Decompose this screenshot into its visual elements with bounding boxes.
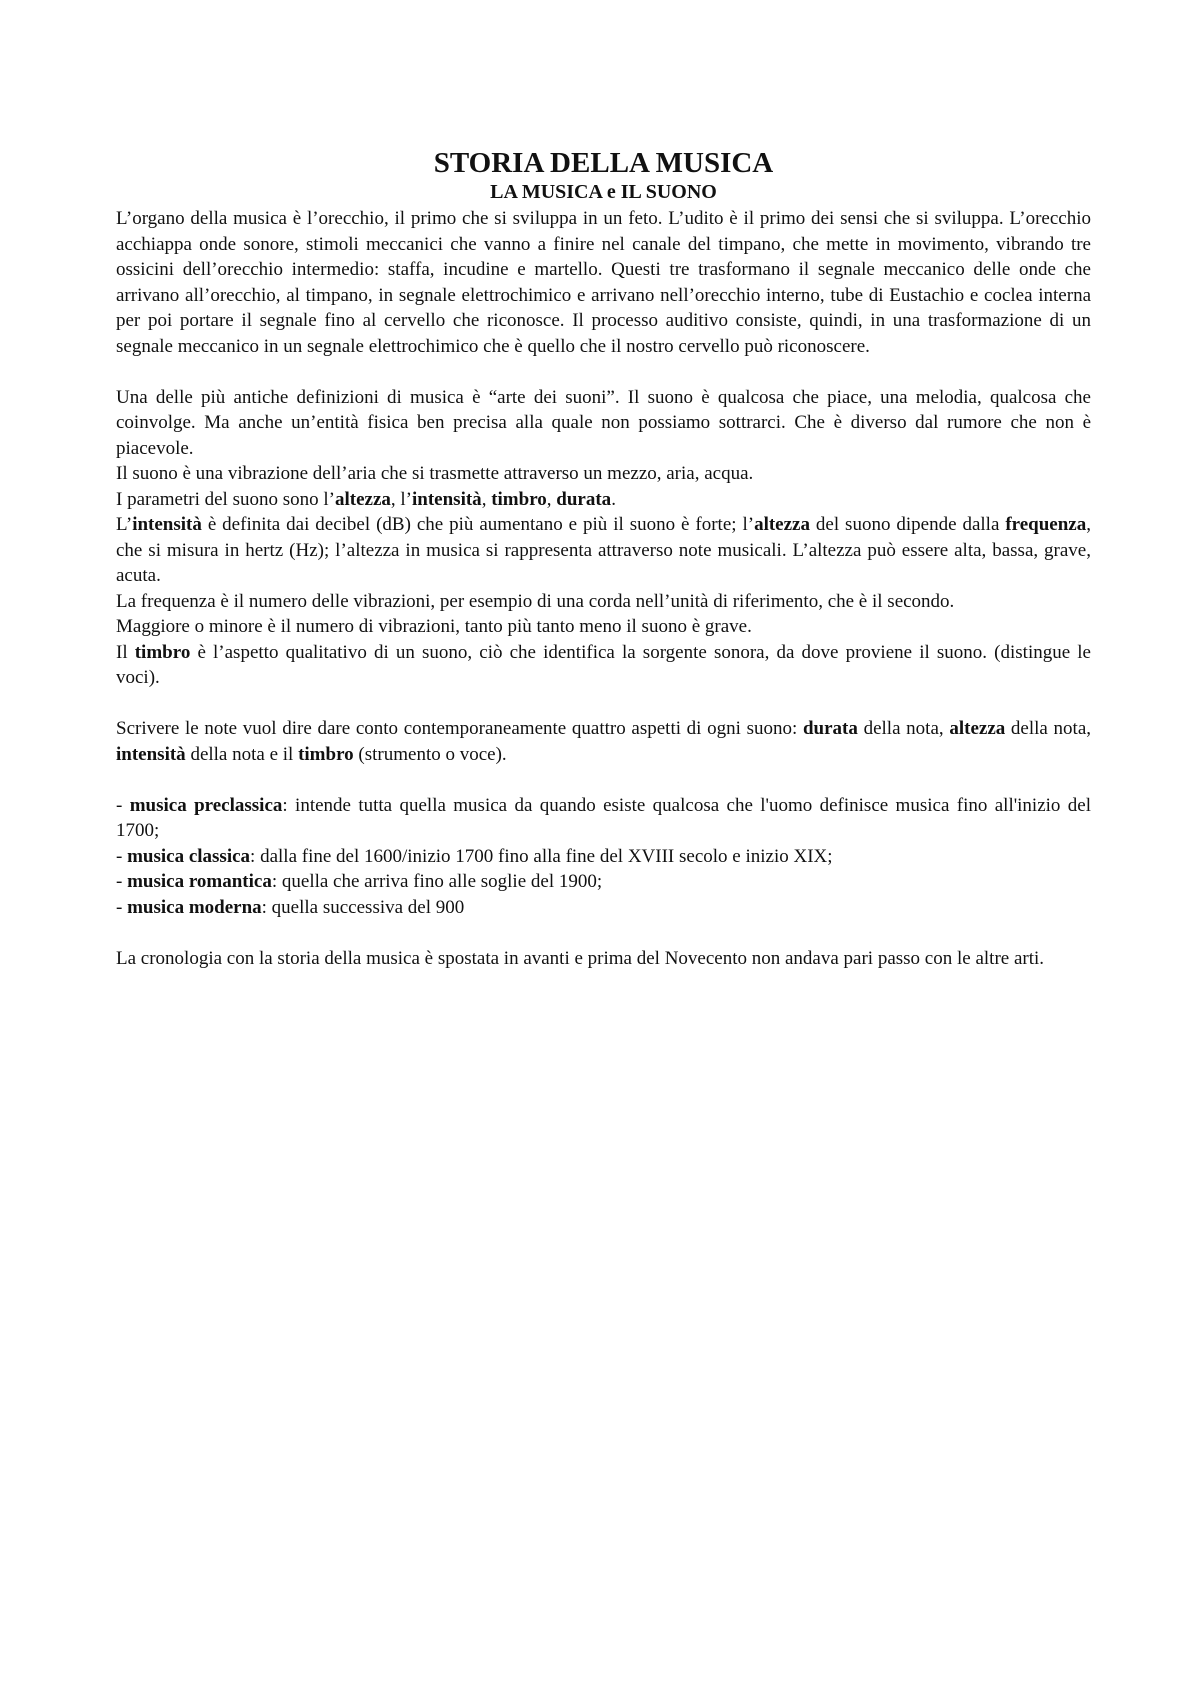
list-item bbox=[116, 844, 1091, 870]
paragraph-gap bbox=[116, 767, 1091, 793]
period-description: : dalla fine del 1600/inizio 1700 fino alla fine del XVIII secolo e inizio XIX; bbox=[250, 845, 833, 867]
text-span: Il bbox=[116, 641, 135, 663]
intensity-paragraph bbox=[116, 512, 1091, 589]
term-intensita: intensità bbox=[132, 514, 202, 535]
term-timbro: timbro bbox=[491, 488, 547, 510]
term-timbro: timbro bbox=[134, 641, 191, 663]
term-durata: durata bbox=[802, 718, 858, 739]
list-dash: - bbox=[116, 794, 130, 816]
notes-paragraph bbox=[116, 716, 1091, 767]
period-description: : quella successiva del 900 bbox=[261, 896, 465, 918]
text-span: del suono dipende dalla bbox=[809, 514, 1006, 535]
term-frequenza: frequenza bbox=[1005, 514, 1087, 535]
periods-list bbox=[116, 793, 1091, 921]
intro-paragraph: L’organo della musica è l’orecchio, il primo che si sviluppa in un feto. L’udito è il primo dei sensi che si sviluppa. L’orecchio acchiappa onde sonore, stimoli meccanici che vanno a finire nel canale del timpano, che mette in movimento, vibrando tre ossicini dell’orecchio intermedio: staffa, incudine e martello. Questi tre trasformano il segnale meccanico delle onde che arrivano all’orecchio, al timpano, in segnale elettrochimico e arrivano nell’orecchio interno, tube di Eustachio e coclea interna per poi portare il segnale fino al cervello che riconosce. Il processo auditivo consiste, quindi, in una trasformazione di un segnale meccanico in un segnale elettrochimico che è quello che il nostro cervello può riconoscere. bbox=[116, 208, 1091, 357]
list-item bbox=[116, 895, 1091, 921]
term-altezza: altezza bbox=[334, 488, 391, 510]
list-dash: - bbox=[116, 896, 128, 918]
document-title: STORIA DELLA MUSICA bbox=[433, 147, 774, 179]
term-altezza: altezza bbox=[754, 514, 810, 535]
text-span: , l’ bbox=[390, 488, 412, 510]
document-page bbox=[116, 146, 1091, 971]
text-span: I parametri del suono sono l’ bbox=[116, 488, 335, 510]
text-span: L’ bbox=[116, 514, 133, 535]
term-intensita: intensità bbox=[412, 488, 482, 510]
list-item bbox=[116, 793, 1091, 844]
list-dash: - bbox=[116, 845, 128, 867]
document-subtitle: LA MUSICA e IL SUONO bbox=[490, 181, 717, 203]
vibration-count-line: Maggiore o minore è il numero di vibrazioni, tanto più tanto meno il suono è grave. bbox=[116, 616, 752, 637]
term-altezza: altezza bbox=[949, 718, 1006, 739]
period-description: : quella che arriva fino alle soglie del 1900; bbox=[271, 871, 603, 892]
period-term: musica preclassica bbox=[129, 794, 283, 816]
text-span: , bbox=[481, 488, 492, 510]
paragraph-gap bbox=[116, 359, 1091, 385]
text-span: . bbox=[611, 488, 616, 510]
text-span: della nota, bbox=[1005, 718, 1092, 739]
term-timbro: timbro bbox=[298, 743, 354, 765]
period-term: musica classica bbox=[127, 845, 251, 867]
period-description: : intende tutta quella musica da quando esiste qualcosa che l'uomo definisce musica fino all'inizio del 1700; bbox=[116, 794, 1091, 841]
frequency-line: La frequenza è il numero delle vibrazioni, per esempio di una corda nell’unità di riferimento, che è il secondo. bbox=[116, 590, 955, 612]
text-span: è definita dai decibel (dB) che più aumentano e più il suono è forte; l’ bbox=[201, 514, 755, 535]
paragraph-gap bbox=[116, 691, 1091, 717]
timbre-paragraph bbox=[116, 640, 1091, 691]
text-span: della nota e il bbox=[185, 743, 299, 765]
text-span: , che si misura in hertz (Hz); l’altezza in musica si rappresenta attraverso note musicali. L’altezza può essere alta, bassa, grave, acuta. bbox=[116, 514, 1091, 586]
term-intensita: intensità bbox=[116, 743, 186, 765]
text-span: è l’aspetto qualitativo di un suono, ciò che identifica la sorgente sonora, da dove proviene il suono. (distingue le voci). bbox=[116, 641, 1091, 688]
text-span: Scrivere le note vuol dire dare conto contemporaneamente quattro aspetti di ogni suono: bbox=[116, 718, 803, 739]
text-span: , bbox=[546, 488, 557, 510]
text-span: (strumento o voce). bbox=[353, 743, 507, 765]
text-span: della nota, bbox=[857, 718, 950, 739]
parameters-line bbox=[116, 487, 1091, 513]
list-item bbox=[116, 869, 1091, 895]
vibration-line: Il suono è una vibrazione dell’aria che si trasmette attraverso un mezzo, aria, acqua. bbox=[116, 463, 754, 484]
period-term: musica romantica bbox=[127, 871, 272, 892]
closing-paragraph: La cronologia con la storia della musica è spostata in avanti e prima del Novecento non andava pari passo con le altre arti. bbox=[116, 947, 1045, 969]
list-dash: - bbox=[116, 871, 128, 892]
paragraph-gap bbox=[116, 920, 1091, 946]
period-term: musica moderna bbox=[127, 896, 262, 918]
definition-paragraph: Una delle più antiche definizioni di musica è “arte dei suoni”. Il suono è qualcosa che piace, una melodia, qualcosa che coinvolge. Ma anche un’entità fisica ben precisa alla quale non possiamo sottrarci. Che è diverso dal rumore che non è piacevole. bbox=[116, 386, 1091, 459]
term-durata: durata bbox=[556, 488, 612, 510]
